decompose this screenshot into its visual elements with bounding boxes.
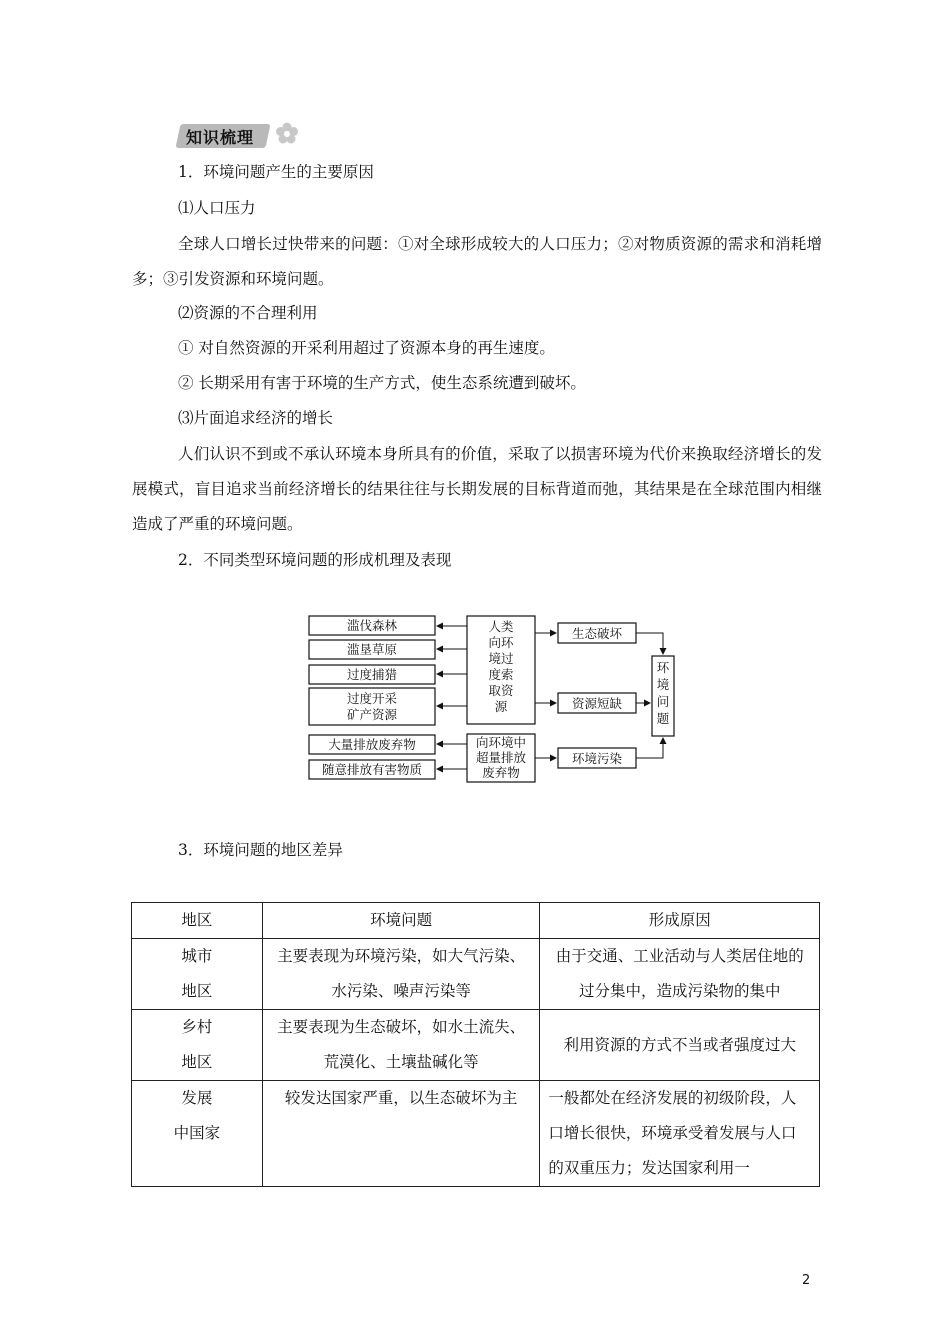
region-difference-table	[131, 902, 820, 1187]
box-label: 过度开采	[346, 691, 398, 706]
table-header: 环境问题	[262, 903, 540, 939]
subheading-population: ⑴人口压力	[178, 199, 256, 217]
table-header: 形成原因	[540, 903, 820, 939]
section-2-heading: 2．不同类型环境问题的形成机理及表现	[178, 551, 452, 569]
cause-cell: 由于交通、工业活动与人类居住地的过分集中，造成污染物的集中	[540, 939, 820, 1010]
table-header-row	[132, 903, 820, 939]
box-label: 滥垦草原	[346, 642, 398, 657]
subheading-resources: ⑵资源的不合理利用	[178, 304, 318, 322]
box-label: 境	[656, 677, 670, 692]
paragraph-population: 全球人口增长过快带来的问题：①对全球形成较大的人口压力；②对物质资源的需求和消耗增多；③引发资源和环境问题。	[132, 235, 822, 288]
cause-cell: 利用资源的方式不当或者强度过大	[540, 1010, 820, 1081]
box-label: 超量排放	[475, 750, 527, 765]
box-label: 题	[656, 711, 670, 726]
box-label: 境过	[488, 651, 514, 666]
box-label: 大量排放废弃物	[328, 737, 416, 752]
problem-cell: 较发达国家严重，以生态破坏为主	[262, 1081, 540, 1187]
box-label: 向环	[488, 635, 514, 650]
box-label: 问	[656, 694, 670, 709]
problem-cell: 主要表现为生态破坏，如水土流失、荒漠化、土壤盐碱化等	[262, 1010, 540, 1081]
box-label: 环	[656, 660, 670, 675]
region-cell: 发展 中国家	[132, 1081, 263, 1187]
box-label: 过度捕猎	[346, 667, 398, 682]
box-label: 废弃物	[482, 765, 520, 780]
paragraph-economy: 人们认识不到或不承认环境本身所具有的价值，采取了以损害环境为代价来换取经济增长的发展模式，盲目追求当前经济增长的结果往往与长期发展的目标背道而弛，其结果是在全球范围内相继造成了严重的环境问题。	[132, 445, 822, 533]
box-label: 滥伐森林	[346, 618, 398, 633]
box-label: 随意排放有害物质	[321, 762, 423, 777]
box-label: 度索	[488, 667, 514, 682]
box-label: 资源短缺	[571, 696, 623, 711]
section-1-heading: 1．环境问题产生的主要原因	[178, 163, 374, 181]
box-label: 矿产资源	[346, 707, 398, 722]
box-label: 环境污染	[571, 751, 623, 766]
region-cell: 乡村 地区	[132, 1010, 263, 1081]
page-number: 2	[802, 1273, 811, 1288]
subheading-economy: ⑶片面追求经济的增长	[178, 409, 334, 427]
box-label: 取资	[488, 683, 514, 698]
cause-cell: 一般都处在经济发展的初级阶段，人口增长很快，环境承受着发展与人口的双重压力；发达国家利用一	[540, 1081, 820, 1187]
region-cell: 城市 地区	[132, 939, 263, 1010]
table-row	[132, 1081, 820, 1187]
section-badge: 知识梳理	[186, 128, 255, 147]
table-row	[132, 939, 820, 1010]
box-label: 生态破坏	[571, 626, 623, 641]
list-item: ① 对自然资源的开采利用超过了资源本身的再生速度。	[178, 339, 555, 357]
box-label: 人类	[488, 619, 514, 634]
box-label: 源	[494, 699, 508, 714]
table-header: 地区	[132, 903, 263, 939]
box-label: 向环境中	[475, 735, 527, 750]
flower-icon	[274, 121, 300, 147]
list-item: ② 长期采用有害于环境的生产方式，使生态系统遭到破坏。	[178, 374, 586, 392]
problem-cell: 主要表现为环境污染，如大气污染、水污染、噪声污染等	[262, 939, 540, 1010]
mechanism-diagram	[300, 608, 680, 788]
section-3-heading: 3．环境问题的地区差异	[178, 841, 343, 859]
table-row	[132, 1010, 820, 1081]
